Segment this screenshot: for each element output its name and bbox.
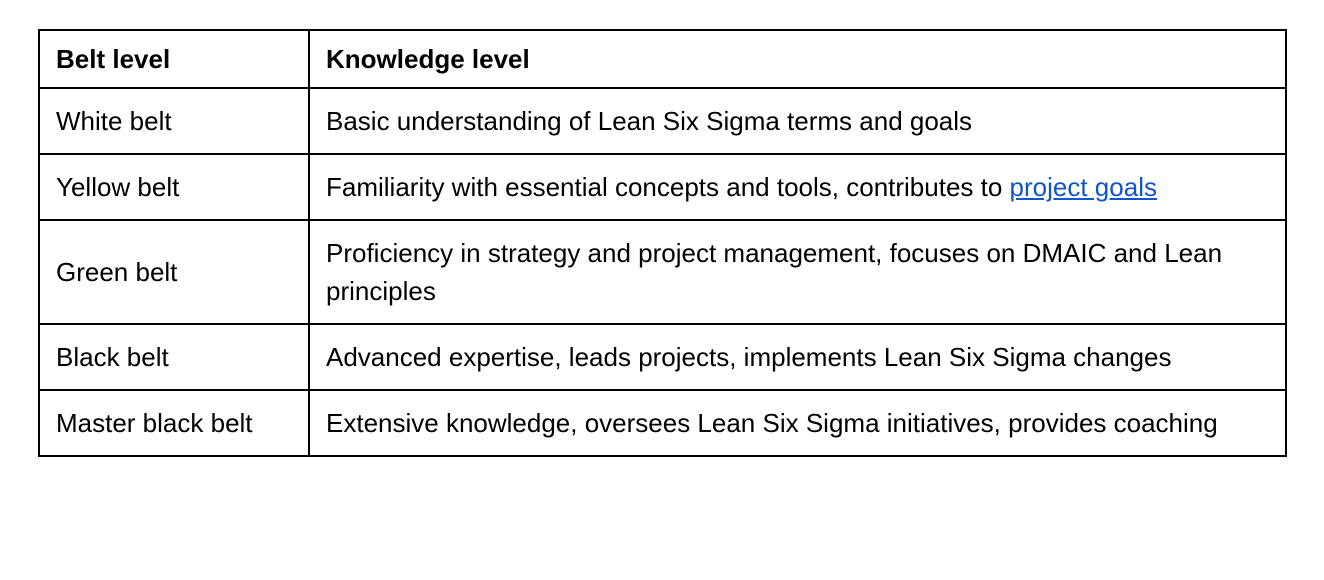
knowledge-level-cell: Basic understanding of Lean Six Sigma terms and goals — [309, 88, 1286, 154]
table-row-master-black-belt — [39, 390, 1286, 456]
knowledge-text: Familiarity with essential concepts and tools, contributes to — [326, 172, 1010, 202]
knowledge-level-header: Knowledge level — [309, 30, 1286, 88]
belt-knowledge-table — [38, 29, 1287, 457]
table-row-green-belt — [39, 220, 1286, 324]
knowledge-level-cell — [309, 154, 1286, 220]
belt-level-cell: Black belt — [39, 324, 309, 390]
knowledge-level-cell: Advanced expertise, leads projects, implements Lean Six Sigma changes — [309, 324, 1286, 390]
belt-level-cell: White belt — [39, 88, 309, 154]
belt-level-cell: Yellow belt — [39, 154, 309, 220]
table-row-white-belt — [39, 88, 1286, 154]
project-goals-link[interactable]: project goals — [1009, 172, 1157, 202]
knowledge-level-cell: Extensive knowledge, oversees Lean Six Sigma initiatives, provides coaching — [309, 390, 1286, 456]
table-row-yellow-belt — [39, 154, 1286, 220]
belt-level-header: Belt level — [39, 30, 309, 88]
knowledge-level-cell: Proficiency in strategy and project management, focuses on DMAIC and Lean principles — [309, 220, 1286, 324]
table-row-black-belt — [39, 324, 1286, 390]
belt-level-cell: Master black belt — [39, 390, 309, 456]
table-header-row — [39, 30, 1286, 88]
belt-level-cell: Green belt — [39, 220, 309, 324]
